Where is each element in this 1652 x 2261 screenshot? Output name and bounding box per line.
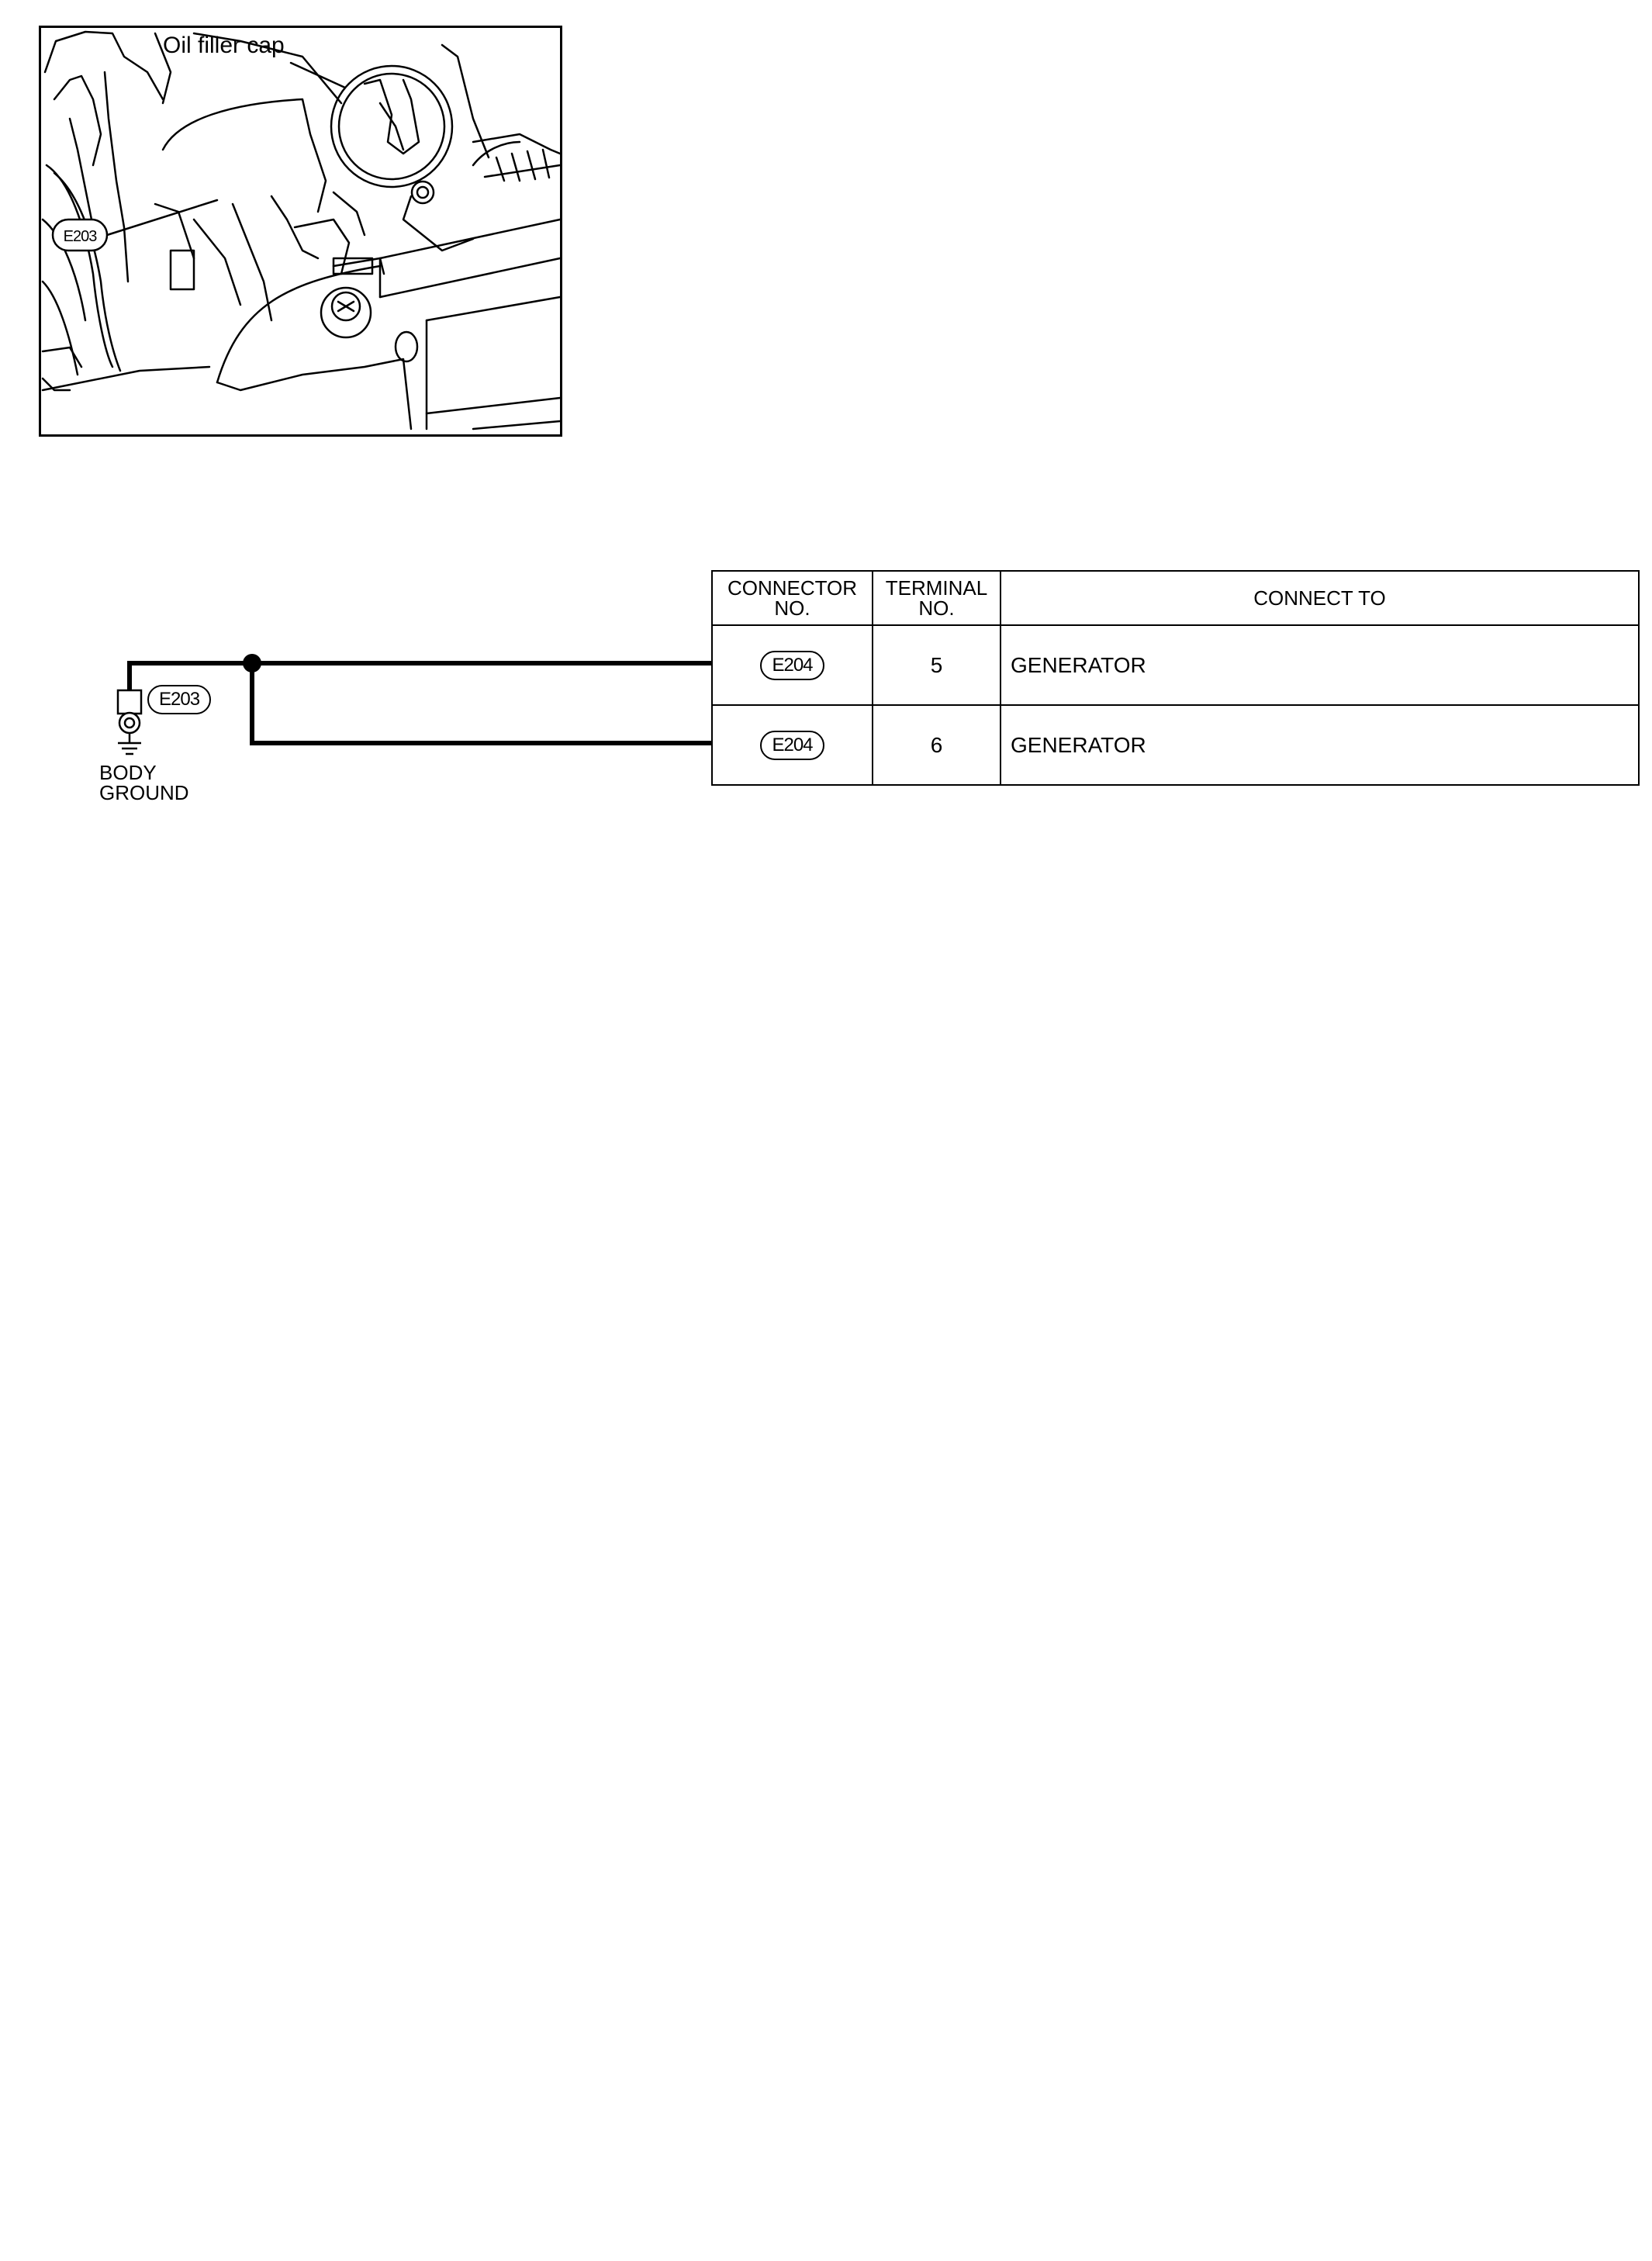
splice-node [243,654,261,672]
ground-wire-terminal-5 [130,663,712,693]
ground-symbol-icon [118,733,141,754]
header-connector-no: CONNECTOR NO. [712,571,873,625]
header-connect-to: CONNECT TO [1001,571,1639,625]
connect-to-cell: GENERATOR [1001,625,1639,705]
body-ground-label [99,762,189,803]
e203-connector-tag: E203 [63,228,97,245]
connector-tag: E204 [760,731,824,760]
ground-wire-terminal-6 [252,663,712,743]
table-row [712,625,1639,705]
connector-table [711,570,1640,786]
connector-tag: E204 [760,651,824,680]
oil-filler-cap-callout: Oil filler cap [163,33,285,58]
body-ground-line2: GROUND [99,781,189,804]
terminal-cell: 6 [873,705,1001,785]
body-ground-line1: BODY [99,761,157,784]
terminal-cell: 5 [873,625,1001,705]
connector-cell [712,625,873,705]
connector-cell [712,705,873,785]
table-row [712,705,1639,785]
ground-connector-tag: E203 [147,685,211,714]
ground-wiring-schematic [0,0,721,822]
table-header-row [712,571,1639,625]
header-terminal-no: TERMINAL NO. [873,571,1001,625]
connect-to-cell: GENERATOR [1001,705,1639,785]
